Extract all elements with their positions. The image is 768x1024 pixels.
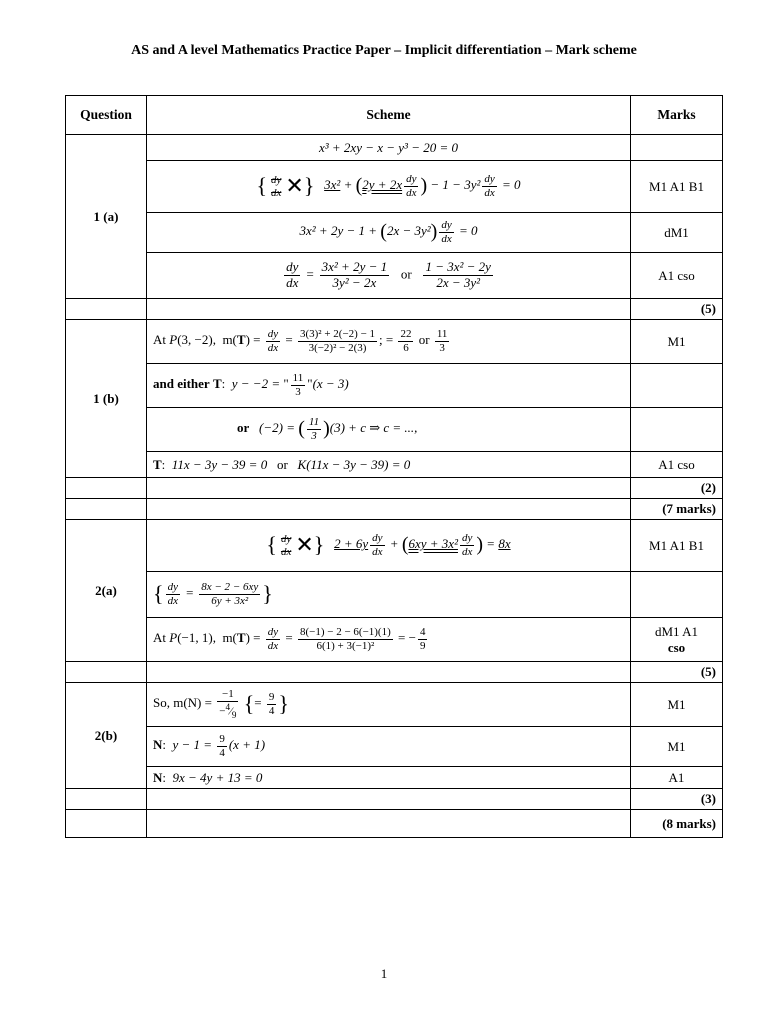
table-row [66, 364, 723, 408]
marks-cell: A1 cso [631, 452, 723, 478]
table-row [66, 789, 723, 810]
table-row [66, 662, 723, 683]
scheme-tangent-final: T: 11x − 3y − 39 = 0 or K(11x − 3y − 39) = 0 [147, 452, 631, 478]
table-row [66, 135, 723, 161]
table-row [66, 213, 723, 253]
table-row [66, 299, 723, 320]
table-row [66, 161, 723, 213]
subtotal: (2) [631, 478, 723, 499]
table-row [66, 810, 723, 838]
header-marks: Marks [631, 96, 723, 135]
header-scheme: Scheme [147, 96, 631, 135]
scheme-gradient: At P(−1, 1), m(T) = $\frac{dy}{dx}$ = $\frac{8(-1) - 2 - 6(-1)(1)}{\text{6(1) + 3(−1)²}}$ = − $\frac{4}{9}$ [147, 618, 631, 662]
marks-cell: A1 [631, 767, 723, 789]
table-row [66, 520, 723, 572]
scheme-differentiation: { dy dx ✕} 3x² + (2y + 2x $\frac{dy}{dx}$ ) − 1 − 3y² $\frac{dy}{dx}$ = 0 [147, 161, 631, 213]
table-row [66, 683, 723, 727]
total-marks: (8 marks) [631, 810, 723, 838]
table-row [66, 767, 723, 789]
page-number: 1 [380, 966, 388, 981]
marks-cell: A1 cso [631, 253, 723, 299]
table-row [66, 408, 723, 452]
marks-cell: M1 A1 B1 [631, 520, 723, 572]
table-row [66, 499, 723, 520]
scheme-differentiation: { dy dx ✕} 2 + 6y $\frac{dy}{dx}$ + (6xy + 3x² $\frac{dy}{dx}$ ) = 8x [147, 520, 631, 572]
header-row [66, 96, 723, 135]
question-label: 2(a) [66, 520, 147, 662]
marks-cell: M1 [631, 727, 723, 767]
total-marks: (7 marks) [631, 499, 723, 520]
scheme-result: $\frac{dy}{dx}$ = $\frac{\text{3x² + 2y − 1}}{\text{3y² − 2x}}$ or $\frac{\text{1 − 3x² − 2y}}{\text{2x − 3y²}}$ [147, 253, 631, 299]
scheme-intercept: or (−2) = ( $\frac{11}{3}$ )(3) + c ⇒ c = ..., [147, 408, 631, 452]
table-row [66, 478, 723, 499]
scheme-dydx: { $\frac{dy}{dx}$ = $\frac{8x - 2 - 6xy}{\text{6y + 3x²}}$ } [147, 572, 631, 618]
header-question: Question [66, 96, 147, 135]
scheme-tangent-line: and either T: y − −2 = " $\frac{11}{3}$ "(x − 3) [147, 364, 631, 408]
marks-cell: M1 A1 B1 [631, 161, 723, 213]
table-row [66, 727, 723, 767]
subtotal: (5) [631, 299, 723, 320]
table-row [66, 452, 723, 478]
question-label: 1 (a) [66, 135, 147, 299]
marks-cell: dM1 A1 cso [631, 618, 723, 662]
table-row [66, 253, 723, 299]
table-row [66, 618, 723, 662]
scheme-equation: x³ + 2xy − x − y³ − 20 = 0 [147, 135, 631, 161]
page-title: AS and A level Mathematics Practice Paper – Implicit differentiation – Mark scheme [131, 43, 637, 58]
marks-cell: dM1 [631, 213, 723, 253]
marks-cell: M1 [631, 683, 723, 727]
mark-scheme-table [65, 95, 723, 838]
table-row [66, 320, 723, 364]
scheme-normal-final: N: 9x − 4y + 13 = 0 [147, 767, 631, 789]
scheme-gradient: At P(3, −2), m(T) = $\frac{dy}{dx}$ = $\frac{\text{3(3)² + 2(−2) − 1}}{\text{3(−2)² − 2(3)}}$ ; = $\frac{22}{6}$ or $\frac{11}{3}$ [147, 320, 631, 364]
marks-cell: M1 [631, 320, 723, 364]
question-label: 1 (b) [66, 320, 147, 478]
table-row [66, 572, 723, 618]
question-label: 2(b) [66, 683, 147, 789]
subtotal: (3) [631, 789, 723, 810]
scheme-normal-line: N: y − 1 = $\frac{9}{4}$ (x + 1) [147, 727, 631, 767]
scheme-collect-terms: 3x² + 2y − 1 + (2x − 3y²) $\frac{dy}{dx}$ = 0 [147, 213, 631, 253]
scheme-normal-gradient: So, m(N) = $\frac{-1}{-^4⁄_9}$ {= $\frac{9}{4}$ } [147, 683, 631, 727]
subtotal: (5) [631, 662, 723, 683]
